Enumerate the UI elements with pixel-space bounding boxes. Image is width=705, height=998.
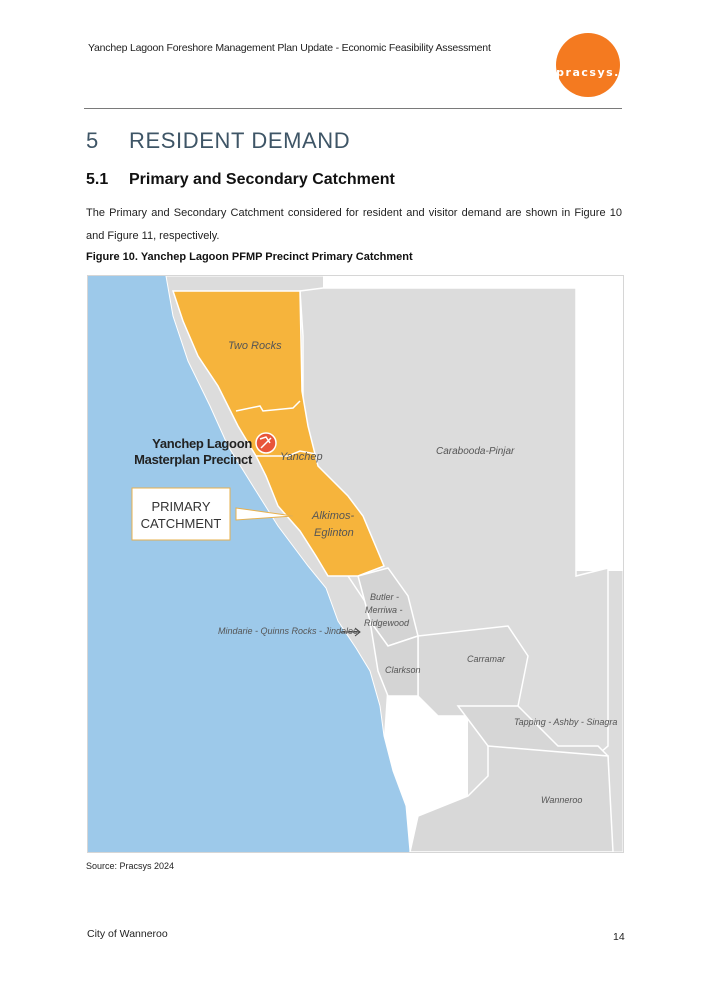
body-paragraph: The Primary and Secondary Catchment considered for resident and visitor demand are shown in Figure 10 and Figure 11, respectively. bbox=[86, 207, 622, 242]
label-alkimos-line-2: Eglinton bbox=[314, 527, 354, 539]
header-divider bbox=[84, 108, 622, 109]
page-number: 14 bbox=[613, 931, 625, 943]
label-butler-line-2: Merriwa - bbox=[365, 605, 403, 615]
subsection-title: Primary and Secondary Catchment bbox=[129, 171, 395, 188]
label-carramar: Carramar bbox=[467, 654, 506, 664]
subsection-number: 5.1 bbox=[86, 171, 109, 188]
outside-area-north bbox=[323, 276, 576, 288]
pracsys-logo bbox=[556, 33, 620, 97]
document-header-title: Yanchep Lagoon Foreshore Management Plan Update - Economic Feasibility Assessment bbox=[88, 42, 491, 54]
callout-line-1: PRIMARY bbox=[151, 499, 211, 514]
label-butler-line-3: Ridgewood bbox=[364, 618, 410, 628]
figure-source: Source: Pracsys 2024 bbox=[86, 861, 175, 871]
section-title: RESIDENT DEMAND bbox=[129, 128, 351, 153]
label-yanchep: Yanchep bbox=[280, 451, 323, 463]
figure-caption: Figure 10. Yanchep Lagoon PFMP Precinct Primary Catchment bbox=[86, 251, 413, 263]
label-mindarie: Mindarie - Quinns Rocks - Jindalee bbox=[218, 626, 359, 636]
label-alkimos-line-1: Alkimos- bbox=[312, 510, 355, 522]
carramar-region bbox=[418, 626, 528, 716]
precinct-label-line-1: Yanchep Lagoon bbox=[152, 436, 252, 451]
footer-organisation: City of Wanneroo bbox=[87, 928, 168, 940]
label-clarkson: Clarkson bbox=[385, 665, 421, 675]
precinct-label-line-2: Masterplan Precinct bbox=[134, 452, 252, 467]
section-number: 5 bbox=[86, 128, 99, 153]
callout-line-2: CATCHMENT bbox=[140, 516, 222, 531]
label-butler-line-1: Butler - bbox=[370, 592, 400, 602]
outside-area-east bbox=[576, 276, 623, 576]
subsection-heading bbox=[86, 171, 395, 189]
label-two-rocks: Two Rocks bbox=[228, 340, 282, 352]
label-tapping: Tapping - Ashby - Sinagra bbox=[514, 717, 618, 727]
label-carabooda: Carabooda-Pinjar bbox=[436, 446, 515, 457]
section-heading bbox=[86, 128, 350, 154]
catchment-map-svg bbox=[88, 276, 623, 852]
label-wanneroo: Wanneroo bbox=[541, 795, 583, 805]
primary-catchment-callout bbox=[132, 488, 230, 540]
catchment-map bbox=[87, 275, 624, 853]
logo-text: pracsys. bbox=[556, 66, 620, 79]
